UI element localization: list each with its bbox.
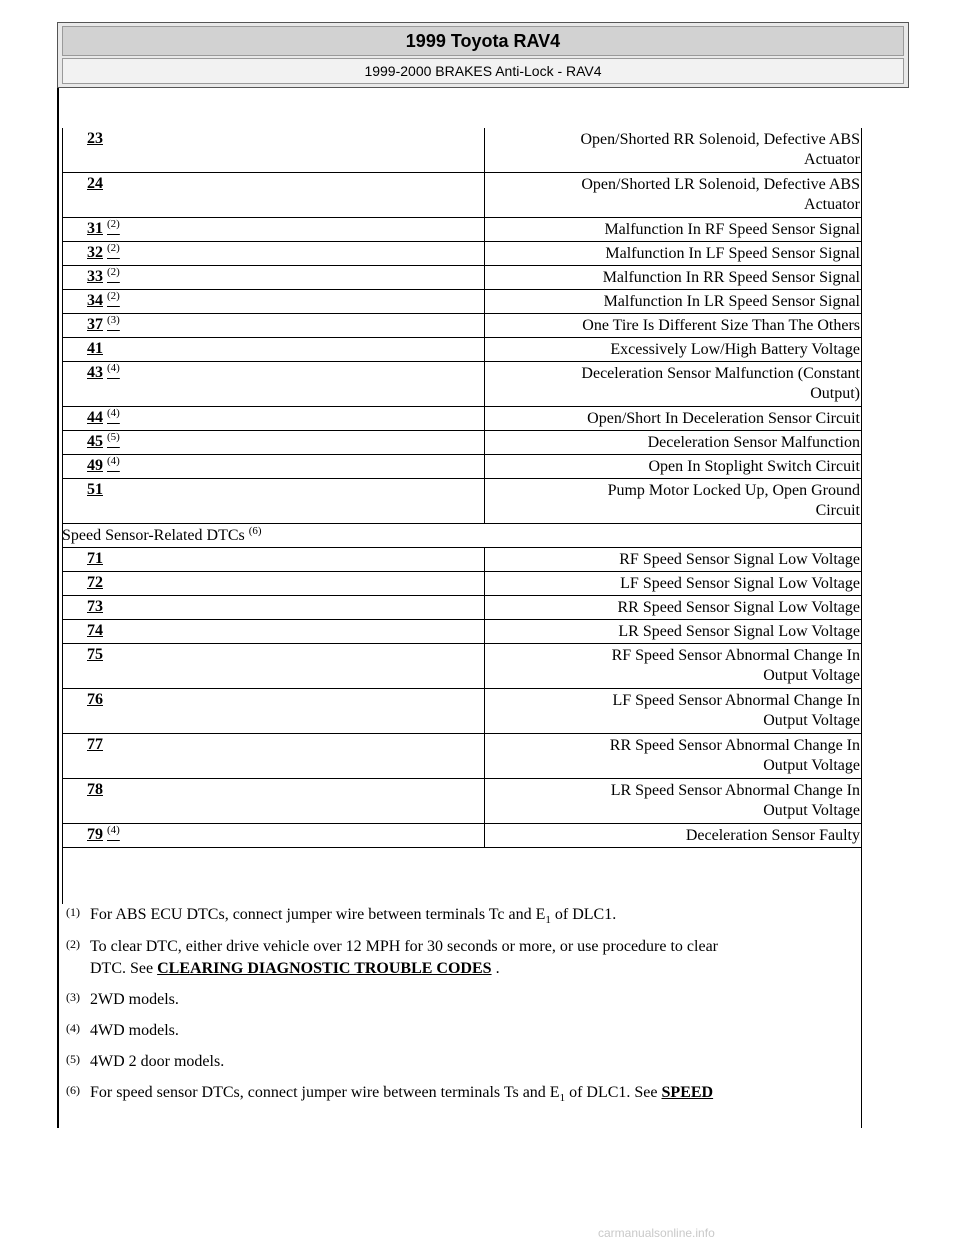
- description-line: Open/Short In Deceleration Sensor Circuit: [587, 410, 860, 427]
- dtc-code-link[interactable]: [87, 292, 120, 310]
- description-line: Malfunction In LR Speed Sensor Signal: [603, 293, 860, 310]
- dtc-code-link[interactable]: [87, 574, 103, 592]
- description-line: Excessively Low/High Battery Voltage: [610, 341, 860, 358]
- watermark: carmanualsonline.info: [598, 1226, 715, 1240]
- dtc-code-link[interactable]: [87, 409, 120, 427]
- table-row: [62, 455, 862, 479]
- dtc-description: [486, 268, 860, 288]
- dtc-code-link[interactable]: [87, 691, 103, 709]
- description-line: Open/Shorted LR Solenoid, Defective ABS: [581, 176, 860, 193]
- footnote-mark: (6): [66, 1083, 80, 1097]
- page-header: [57, 22, 909, 88]
- footnote-ref: (2): [107, 266, 120, 278]
- column-divider: [484, 128, 485, 172]
- dtc-code-link[interactable]: [87, 175, 103, 193]
- dtc-code-link[interactable]: [87, 457, 120, 475]
- column-divider: [484, 779, 485, 823]
- dtc-description: [486, 316, 860, 336]
- dtc-code[interactable]: 74: [87, 622, 103, 639]
- table-row: [62, 218, 862, 242]
- dtc-code[interactable]: 78: [87, 781, 103, 798]
- dtc-code[interactable]: 51: [87, 481, 103, 498]
- column-divider: [484, 431, 485, 454]
- footnote-text: 4WD models.: [90, 1022, 179, 1039]
- description-line: RF Speed Sensor Abnormal Change In: [611, 647, 860, 664]
- dtc-description: [486, 691, 860, 731]
- column-divider: [484, 242, 485, 265]
- table-row: [62, 572, 862, 596]
- description-line: RR Speed Sensor Signal Low Voltage: [617, 599, 860, 616]
- dtc-code[interactable]: 77: [87, 736, 103, 753]
- table-row: [62, 824, 862, 848]
- description-line: RR Speed Sensor Abnormal Change In: [609, 737, 860, 754]
- footnote-ref: (4): [107, 455, 120, 467]
- dtc-code-link[interactable]: [87, 316, 120, 334]
- page-subtitle: 1999-2000 BRAKES Anti-Lock - RAV4: [62, 58, 904, 84]
- table-row: [62, 596, 862, 620]
- footnote-mark: (2): [66, 937, 80, 951]
- section-label: Speed Sensor-Related DTCs: [62, 527, 245, 544]
- dtc-code[interactable]: 24: [87, 175, 103, 192]
- description-line: Actuator: [804, 196, 860, 213]
- table-row: [62, 242, 862, 266]
- table-row: [62, 128, 862, 173]
- column-divider: [484, 362, 485, 406]
- dtc-code-link[interactable]: [87, 826, 120, 844]
- column-divider: [484, 689, 485, 733]
- column-divider: [484, 644, 485, 688]
- dtc-description: [486, 481, 860, 521]
- footnote-6: [66, 1082, 856, 1105]
- footnote-ref: (4): [107, 407, 120, 419]
- description-line: LF Speed Sensor Abnormal Change In: [612, 692, 860, 709]
- footnote-text: For ABS ECU DTCs, connect jumper wire between terminals Tc and E: [90, 906, 546, 923]
- footnote-mark: (3): [66, 990, 80, 1004]
- dtc-code-link[interactable]: [87, 736, 103, 754]
- table-row: [62, 407, 862, 431]
- table-row: [62, 620, 862, 644]
- dtc-table: [62, 128, 862, 848]
- description-line: Open In Stoplight Switch Circuit: [648, 458, 860, 475]
- footnote-mark: (5): [66, 1052, 80, 1066]
- dtc-description: [486, 175, 860, 215]
- dtc-description: [486, 340, 860, 360]
- dtc-code[interactable]: 72: [87, 574, 103, 591]
- footnote-ref: (4): [107, 824, 120, 836]
- description-line: LR Speed Sensor Signal Low Voltage: [618, 623, 860, 640]
- description-line: Output Voltage: [763, 757, 860, 774]
- dtc-description: [486, 736, 860, 776]
- dtc-rows-top: [62, 128, 862, 524]
- footnote-ref: (5): [107, 431, 120, 443]
- dtc-description: [486, 220, 860, 240]
- dtc-code-link[interactable]: [87, 622, 103, 640]
- dtc-code[interactable]: 34: [87, 292, 103, 309]
- footnote-1: [66, 904, 856, 927]
- description-line: Deceleration Sensor Malfunction (Constant: [581, 365, 860, 382]
- column-divider: [484, 266, 485, 289]
- dtc-code[interactable]: 45: [87, 433, 103, 450]
- description-line: Malfunction In RF Speed Sensor Signal: [604, 221, 860, 238]
- description-line: LR Speed Sensor Abnormal Change In: [610, 782, 860, 799]
- description-line: Output Voltage: [763, 802, 860, 819]
- dtc-code[interactable]: 44: [87, 409, 103, 426]
- description-line: Output): [810, 385, 860, 402]
- table-row: [62, 314, 862, 338]
- table-row: [62, 173, 862, 218]
- footnote-text: .: [491, 960, 500, 977]
- dtc-description: [486, 364, 860, 404]
- column-divider: [484, 407, 485, 430]
- footnotes: [66, 904, 856, 1114]
- dtc-description: [486, 550, 860, 570]
- table-row: [62, 644, 862, 689]
- dtc-code-link[interactable]: [87, 364, 120, 382]
- footnote-4: [66, 1020, 856, 1042]
- column-divider: [484, 572, 485, 595]
- dtc-code[interactable]: 75: [87, 646, 103, 663]
- dtc-code-link[interactable]: [87, 220, 120, 238]
- dtc-code-link[interactable]: [87, 130, 103, 148]
- dtc-code[interactable]: 79: [87, 826, 103, 843]
- section-header-row: [62, 524, 862, 548]
- footnote-ref: (4): [107, 362, 120, 374]
- footnote-text: For speed sensor DTCs, connect jumper wire between terminals Ts and E: [90, 1084, 560, 1101]
- table-row: [62, 266, 862, 290]
- dtc-code-link[interactable]: [87, 598, 103, 616]
- description-line: Deceleration Sensor Faulty: [685, 827, 860, 844]
- description-line: Deceleration Sensor Malfunction: [647, 434, 860, 451]
- dtc-code[interactable]: 41: [87, 340, 103, 357]
- footnote-text: of DLC1. See: [565, 1084, 662, 1101]
- dtc-code-link[interactable]: [87, 781, 103, 799]
- dtc-description: [486, 646, 860, 686]
- page-title: 1999 Toyota RAV4: [62, 26, 904, 56]
- dtc-description: [486, 574, 860, 594]
- dtc-code[interactable]: 73: [87, 598, 103, 615]
- dtc-code-link[interactable]: [87, 244, 120, 262]
- description-line: RF Speed Sensor Signal Low Voltage: [619, 551, 860, 568]
- description-line: Malfunction In RR Speed Sensor Signal: [602, 269, 860, 286]
- footnote-text: DTC. See: [90, 960, 158, 977]
- dtc-code[interactable]: 23: [87, 130, 103, 147]
- footnote-2: [66, 936, 856, 980]
- dtc-code[interactable]: 37: [87, 316, 103, 333]
- dtc-code-link[interactable]: [87, 481, 103, 499]
- table-row: [62, 338, 862, 362]
- dtc-code[interactable]: 33: [87, 268, 103, 285]
- dtc-description: [486, 130, 860, 170]
- footnote-5: [66, 1051, 856, 1073]
- footnote-ref: (2): [107, 242, 120, 254]
- description-line: Output Voltage: [763, 667, 860, 684]
- footnote-mark: (4): [66, 1021, 80, 1035]
- dtc-code-link[interactable]: [87, 268, 120, 286]
- dtc-description: [486, 292, 860, 312]
- description-line: Open/Shorted RR Solenoid, Defective ABS: [580, 131, 860, 148]
- dtc-code-link[interactable]: [87, 340, 103, 358]
- footnote-text: To clear DTC, either drive vehicle over 12 MPH for 30 seconds or more, or use procedure to clear: [90, 938, 718, 955]
- dtc-code-link[interactable]: [87, 433, 120, 451]
- table-row: [62, 779, 862, 824]
- table-row: [62, 734, 862, 779]
- description-line: One Tire Is Different Size Than The Others: [582, 317, 860, 334]
- description-line: Actuator: [804, 151, 860, 168]
- column-divider: [484, 218, 485, 241]
- dtc-description: [486, 781, 860, 821]
- table-row: [62, 362, 862, 407]
- footnote-ref: (2): [107, 218, 120, 230]
- dtc-code-link[interactable]: [87, 550, 103, 568]
- footnote-ref: (3): [107, 314, 120, 326]
- dtc-code[interactable]: 43: [87, 364, 103, 381]
- column-divider: [484, 338, 485, 361]
- clearing-dtc-link[interactable]: CLEARING DIAGNOSTIC TROUBLE CODES: [157, 960, 492, 977]
- dtc-description: [486, 622, 860, 642]
- dtc-code[interactable]: 71: [87, 550, 103, 567]
- footnote-text: of DLC1.: [550, 906, 617, 923]
- table-row: [62, 479, 862, 524]
- column-divider: [484, 620, 485, 643]
- column-divider: [484, 596, 485, 619]
- footnote-ref: (2): [107, 290, 120, 302]
- footnote-text: 2WD models.: [90, 991, 179, 1008]
- table-row: [62, 431, 862, 455]
- dtc-code[interactable]: 31: [87, 220, 103, 237]
- table-row: [62, 290, 862, 314]
- dtc-description: [486, 244, 860, 264]
- dtc-rows-bottom: [62, 548, 862, 848]
- column-divider: [484, 173, 485, 217]
- speed-link[interactable]: SPEED: [661, 1084, 714, 1101]
- column-divider: [484, 548, 485, 571]
- subscript: 1: [545, 914, 551, 926]
- description-line: Output Voltage: [763, 712, 860, 729]
- dtc-description: [486, 457, 860, 477]
- section-footnote-ref: (6): [248, 525, 262, 537]
- footnote-text: 4WD 2 door models.: [90, 1053, 225, 1070]
- dtc-description: [486, 433, 860, 453]
- dtc-code-link[interactable]: [87, 646, 103, 664]
- column-divider: [484, 824, 485, 847]
- table-row: [62, 689, 862, 734]
- dtc-description: [486, 409, 860, 429]
- dtc-description: [486, 598, 860, 618]
- description-line: LF Speed Sensor Signal Low Voltage: [620, 575, 860, 592]
- description-line: Circuit: [815, 502, 860, 519]
- description-line: Malfunction In LF Speed Sensor Signal: [605, 245, 860, 262]
- section-header: [62, 527, 262, 545]
- subscript: 1: [559, 1092, 566, 1104]
- column-divider: [484, 314, 485, 337]
- dtc-description: [486, 826, 860, 846]
- dtc-code[interactable]: 32: [87, 244, 103, 261]
- footnote-3: [66, 989, 856, 1011]
- column-divider: [484, 734, 485, 778]
- column-divider: [484, 479, 485, 523]
- dtc-code[interactable]: 49: [87, 457, 103, 474]
- page-left-rule: [57, 88, 59, 1128]
- dtc-code[interactable]: 76: [87, 691, 103, 708]
- description-line: Pump Motor Locked Up, Open Ground: [607, 482, 860, 499]
- table-row: [62, 548, 862, 572]
- column-divider: [484, 455, 485, 478]
- column-divider: [484, 290, 485, 313]
- footnote-mark: (1): [66, 905, 80, 919]
